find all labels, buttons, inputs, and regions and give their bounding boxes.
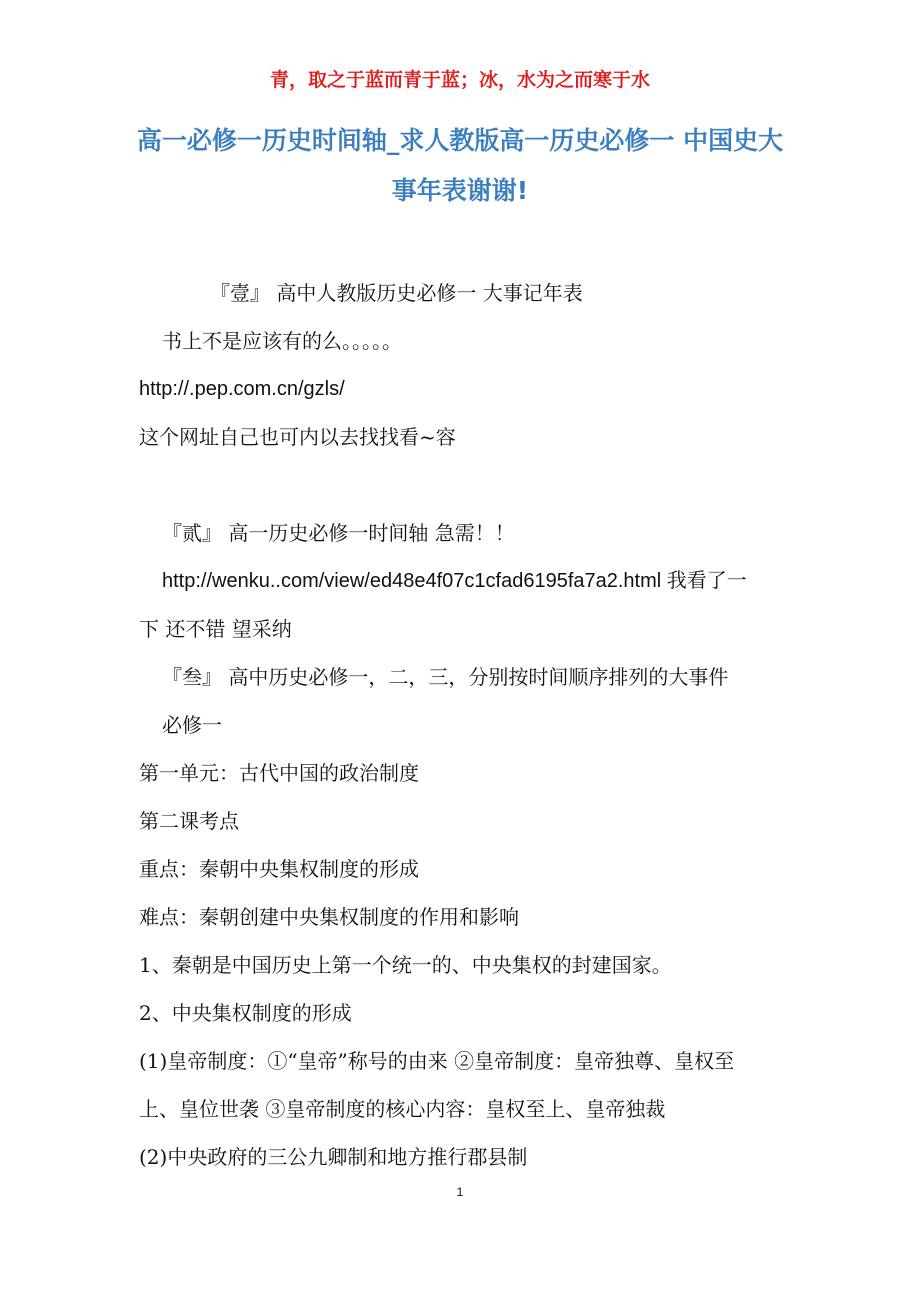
paragraph-line: 重点：秦朝中央集权制度的形成 bbox=[139, 857, 419, 881]
paragraph-line: 2、中央集权制度的形成 bbox=[139, 1001, 352, 1025]
url-link-2[interactable]: http://wenku..com/view/ed48e4f07c1cfad6195fa7a2.html 我看了一 bbox=[162, 570, 747, 592]
paragraph-line: (2)中央政府的三公九卿制和地方推行郡县制 bbox=[139, 1145, 528, 1169]
paragraph-line: 上、皇位世袭 ③皇帝制度的核心内容：皇权至上、皇帝独裁 bbox=[139, 1097, 666, 1121]
page-number: 1 bbox=[456, 1185, 464, 1199]
paragraph-line: 这个网址自己也可内以去找找看~容 bbox=[139, 425, 456, 449]
paragraph-line: 第二课考点 bbox=[139, 809, 239, 833]
section-heading-3: 『叁』 高中历史必修一，二，三，分别按时间顺序排列的大事件 bbox=[162, 665, 729, 689]
paragraph-line: (1)皇帝制度：①“皇帝”称号的由来 ②皇帝制度：皇帝独尊、皇权至 bbox=[139, 1049, 735, 1073]
paragraph-line: 难点：秦朝创建中央集权制度的作用和影响 bbox=[139, 905, 519, 929]
paragraph-line: 1、秦朝是中国历史上第一个统一的、中央集权的封建国家。 bbox=[139, 953, 672, 977]
paragraph-line: 书上不是应该有的么。。。。。 bbox=[162, 329, 402, 353]
url-link-1[interactable]: http://.pep.com.cn/gzls/ bbox=[139, 378, 345, 400]
section-heading-1: 『壹』 高中人教版历史必修一 大事记年表 bbox=[210, 281, 583, 305]
document-title: 高一必修一历史时间轴_求人教版高一历史必修一 中国史大事年表谢谢! bbox=[136, 126, 784, 205]
header-motto: 青，取之于蓝而青于蓝；冰，水为之而寒于水 bbox=[269, 69, 650, 91]
paragraph-line: 第一单元：古代中国的政治制度 bbox=[139, 761, 419, 785]
paragraph-line: 必修一 bbox=[162, 713, 222, 737]
paragraph-line: 下 还不错 望采纳 bbox=[139, 617, 292, 641]
section-heading-2: 『贰』 高一历史必修一时间轴 急需！！ bbox=[162, 521, 515, 545]
